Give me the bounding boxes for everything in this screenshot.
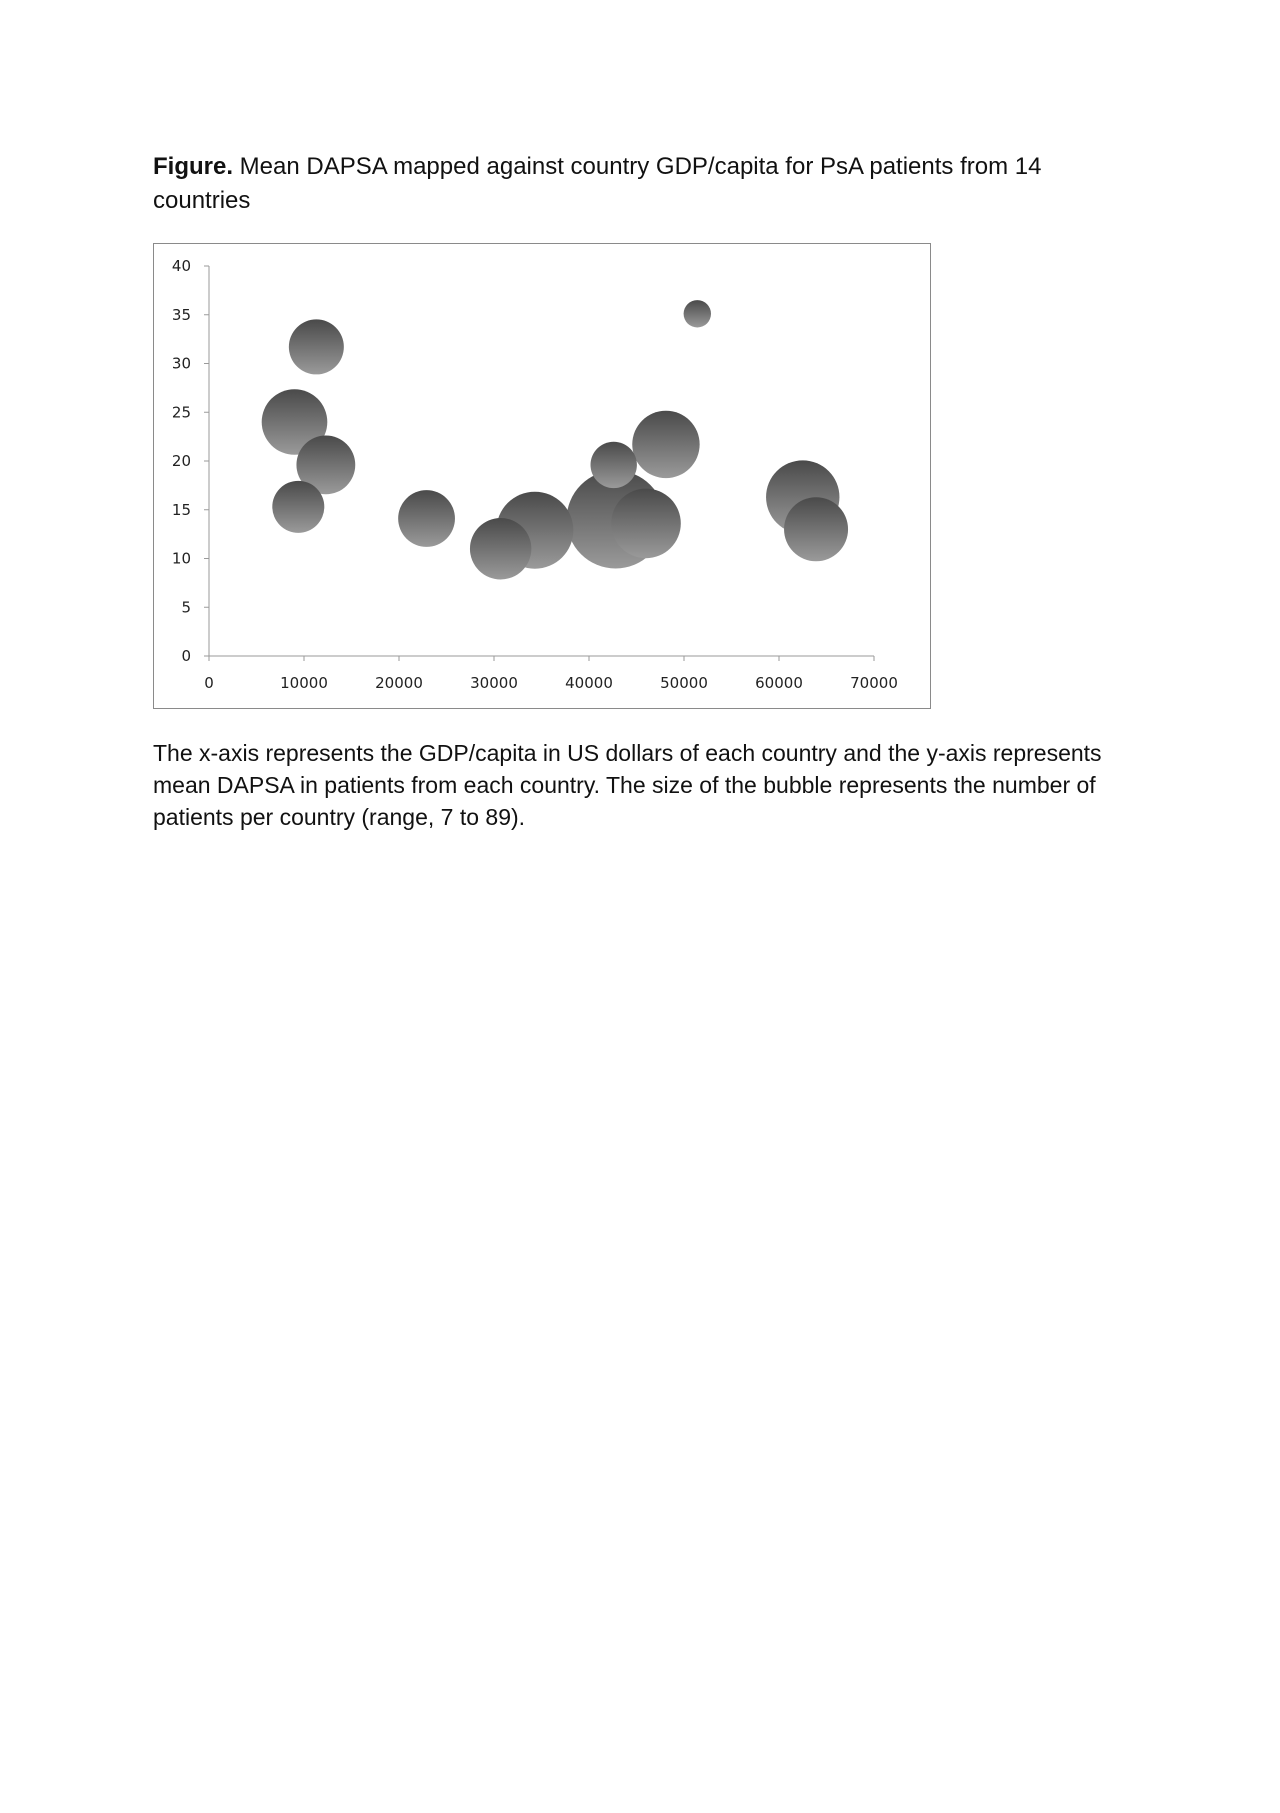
figure-label: Figure. [153,153,234,180]
y-tick-label: 20 [171,452,191,470]
data-bubble [470,518,531,579]
data-bubble [398,490,455,547]
y-tick-label: 40 [171,257,191,275]
chart-canvas [154,244,930,708]
data-bubble [784,497,848,561]
x-tick-label: 0 [204,674,214,692]
y-tick-label: 10 [171,549,191,568]
data-bubble [591,442,637,488]
y-tick-label: 0 [181,647,191,665]
figure-caption-text: Mean DAPSA mapped against country GDP/capita for PsA patients from 14 countries [153,153,1042,214]
x-tick-label: 10000 [280,674,328,692]
data-bubble [272,481,324,533]
data-bubble [289,319,344,374]
x-tick-label: 40000 [565,674,613,692]
y-tick-label: 30 [171,354,191,373]
figure-note: The x-axis represents the GDP/capita in US dollars of each country and the y-axis represents mean DAPSA in patients from each country. The size of the bubble represents the number of patients per country (range, 7 to 89). [153,740,1102,830]
y-tick-label: 35 [171,305,191,324]
y-tick-label: 25 [171,403,191,422]
x-tick-label: 20000 [375,674,423,692]
x-tick-label: 70000 [850,674,898,692]
x-tick-label: 30000 [470,674,518,692]
bubbles [262,300,848,579]
data-bubble [611,489,681,559]
x-tick-label: 60000 [755,674,803,692]
data-bubble [632,411,699,478]
y-tick-label: 5 [181,598,191,617]
data-bubble [684,300,711,327]
y-tick-label: 15 [171,500,191,519]
figure-caption [153,150,1143,218]
x-tick-label: 50000 [660,674,708,692]
bubble-chart [153,243,931,709]
